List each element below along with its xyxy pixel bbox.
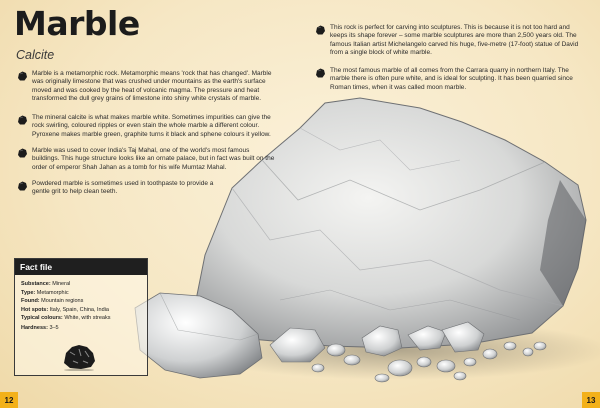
fact-label: Found: <box>21 298 40 305</box>
bullet-text: This rock is perfect for carving into sculptures. This is because it is not too hard and keeps its shape forever – some marble sculptures are more than 2,500 years old. The famous Italian artist Michelangelo carved his huge, five-metre (17-foot) statue of David from a single block of white marble. <box>330 24 579 57</box>
fact-row <box>21 289 141 298</box>
bullet-item <box>16 180 231 197</box>
fact-label: Hot spots: <box>21 306 49 313</box>
rock-specimen-icon <box>61 341 97 371</box>
fact-label: Hardness: <box>21 325 48 332</box>
fact-label: Type: <box>21 289 36 296</box>
bullet-text: The mineral calcite is what makes marble white. Sometimes impurities can give the rock swirling, coloured ripples or even stain the whole marble a different colour. Pyroxene makes marble green, graphite turns it black and sphene colours it yellow. <box>32 114 271 138</box>
rock-bullet-icon <box>314 24 326 36</box>
fact-row <box>21 297 141 306</box>
page-title: Marble <box>14 4 140 43</box>
bullet-text: Powdered marble is sometimes used in toothpaste to provide a gentle grit to help clean teeth. <box>32 180 214 196</box>
rock-bullet-icon <box>16 114 28 126</box>
fact-row <box>21 306 141 315</box>
bullet-text: The most famous marble of all comes from the Carrara quarry in northern Italy. The marble there is often pure white, and is ideal for sculpting. It has been quarried since Roman times, when it was called moon marble. <box>330 67 573 91</box>
bullet-text: Marble is a metamorphic rock. Metamorphic means 'rock that has changed'. Marble was originally limestone that was crushed under mountains as the earth's surface moved and was cooked by the heat of volcanic magma. The pressure and heat transformed the dull grey grains of limestone into shiny white crystals of marble. <box>32 70 272 103</box>
fact-row <box>21 280 141 289</box>
fact-value: Mineral <box>52 281 71 287</box>
fact-row <box>21 315 113 322</box>
rock-bullet-icon <box>16 70 28 82</box>
bullet-item <box>16 114 278 139</box>
fact-value: 3–5 <box>49 325 59 332</box>
page-subtitle: Calcite <box>16 48 55 62</box>
fact-value: White, with streaks <box>64 315 111 322</box>
bullet-text: Marble was used to cover India's Taj Mahal, one of the world's most famous buildings. This huge structure looks like an ornate palace, but in fact was built on the order of emperor Shah Jahan as a tomb for his wife Mumtaz Mahal. <box>32 147 275 171</box>
fact-value: Metamorphic <box>36 289 69 296</box>
fact-file-heading: Fact file <box>15 259 147 275</box>
fact-label: Substance: <box>21 281 51 287</box>
fact-value: Mountain regions <box>41 298 84 305</box>
rock-bullet-icon <box>16 147 28 159</box>
fact-row <box>21 324 141 333</box>
page-number-right: 13 <box>582 392 600 408</box>
rock-bullet-icon <box>314 67 326 79</box>
fact-file-box <box>14 258 148 376</box>
bullet-item <box>16 70 278 104</box>
bullet-item <box>314 67 580 92</box>
page-number-left: 12 <box>0 392 18 408</box>
fact-value: Italy, Spain, China, India <box>49 306 109 313</box>
bullet-item <box>314 24 580 58</box>
bullet-item <box>16 147 278 172</box>
fact-file-body <box>15 275 147 333</box>
fact-label: Typical colours: <box>21 315 63 322</box>
rock-bullet-icon <box>16 180 28 192</box>
